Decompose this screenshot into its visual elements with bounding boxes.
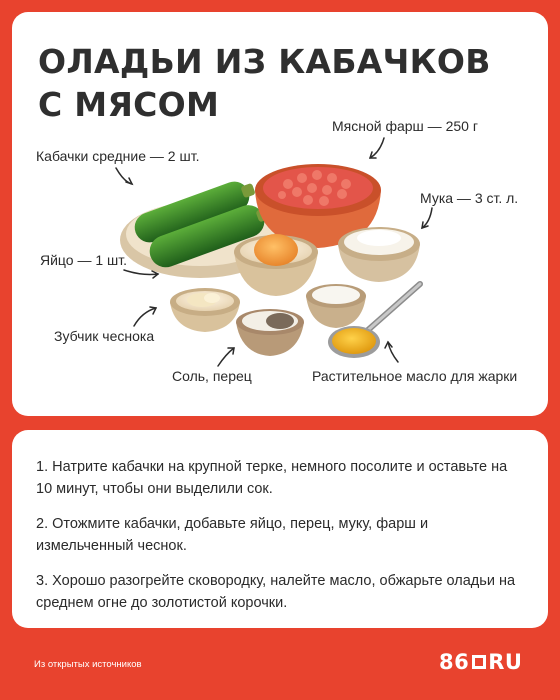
salt-pepper-bowl bbox=[236, 309, 304, 356]
arrow-garlic bbox=[134, 308, 156, 326]
label-oil: Растительное масло для жарки bbox=[312, 368, 518, 384]
title-line-2: С МЯСОМ bbox=[38, 85, 220, 124]
salt-bowl bbox=[306, 284, 366, 328]
steps-list bbox=[36, 456, 524, 627]
garlic-bowl bbox=[170, 288, 240, 332]
label-flour: Мука — 3 ст. л. bbox=[420, 190, 519, 206]
label-garlic: Зубчик чеснока bbox=[54, 328, 155, 344]
source-note: Из открытых источников bbox=[34, 659, 142, 670]
label-zucchini: Кабачки средние — 2 шт. bbox=[36, 148, 200, 164]
arrow-zucchini bbox=[116, 168, 132, 184]
arrow-mince bbox=[370, 138, 384, 158]
site-logo[interactable] bbox=[439, 650, 522, 674]
step-1: 1. Натрите кабачки на крупной терке, немного посолите и оставьте на 10 минут, чтобы они выделили сок. bbox=[36, 459, 508, 497]
egg-bowl bbox=[234, 234, 318, 296]
arrow-salt-pepper bbox=[218, 348, 234, 366]
step-3: 3. Хорошо разогрейте сковородку, налейте масло, обжарьте оладьи на среднем огне до золотистой корочки. bbox=[36, 573, 516, 611]
logo-domain: RU bbox=[488, 650, 523, 674]
label-egg: Яйцо — 1 шт. bbox=[40, 252, 128, 268]
step-2: 2. Отожмите кабачки, добавьте яйцо, перец, муку, фарш и измельченный чеснок. bbox=[36, 516, 429, 554]
ingredients-illustration bbox=[12, 12, 548, 416]
label-salt-pepper: Соль, перец bbox=[172, 368, 252, 384]
steps-card bbox=[12, 430, 548, 628]
flour-bowl bbox=[338, 227, 420, 282]
title-line-1: ОЛАДЬИ ИЗ КАБАЧКОВ bbox=[38, 42, 491, 81]
label-mince: Мясной фарш — 250 г bbox=[332, 118, 478, 134]
ingredients-card bbox=[12, 12, 548, 416]
logo-square-icon bbox=[472, 655, 486, 669]
logo-number: 86 bbox=[439, 650, 470, 674]
arrow-flour bbox=[422, 208, 432, 228]
